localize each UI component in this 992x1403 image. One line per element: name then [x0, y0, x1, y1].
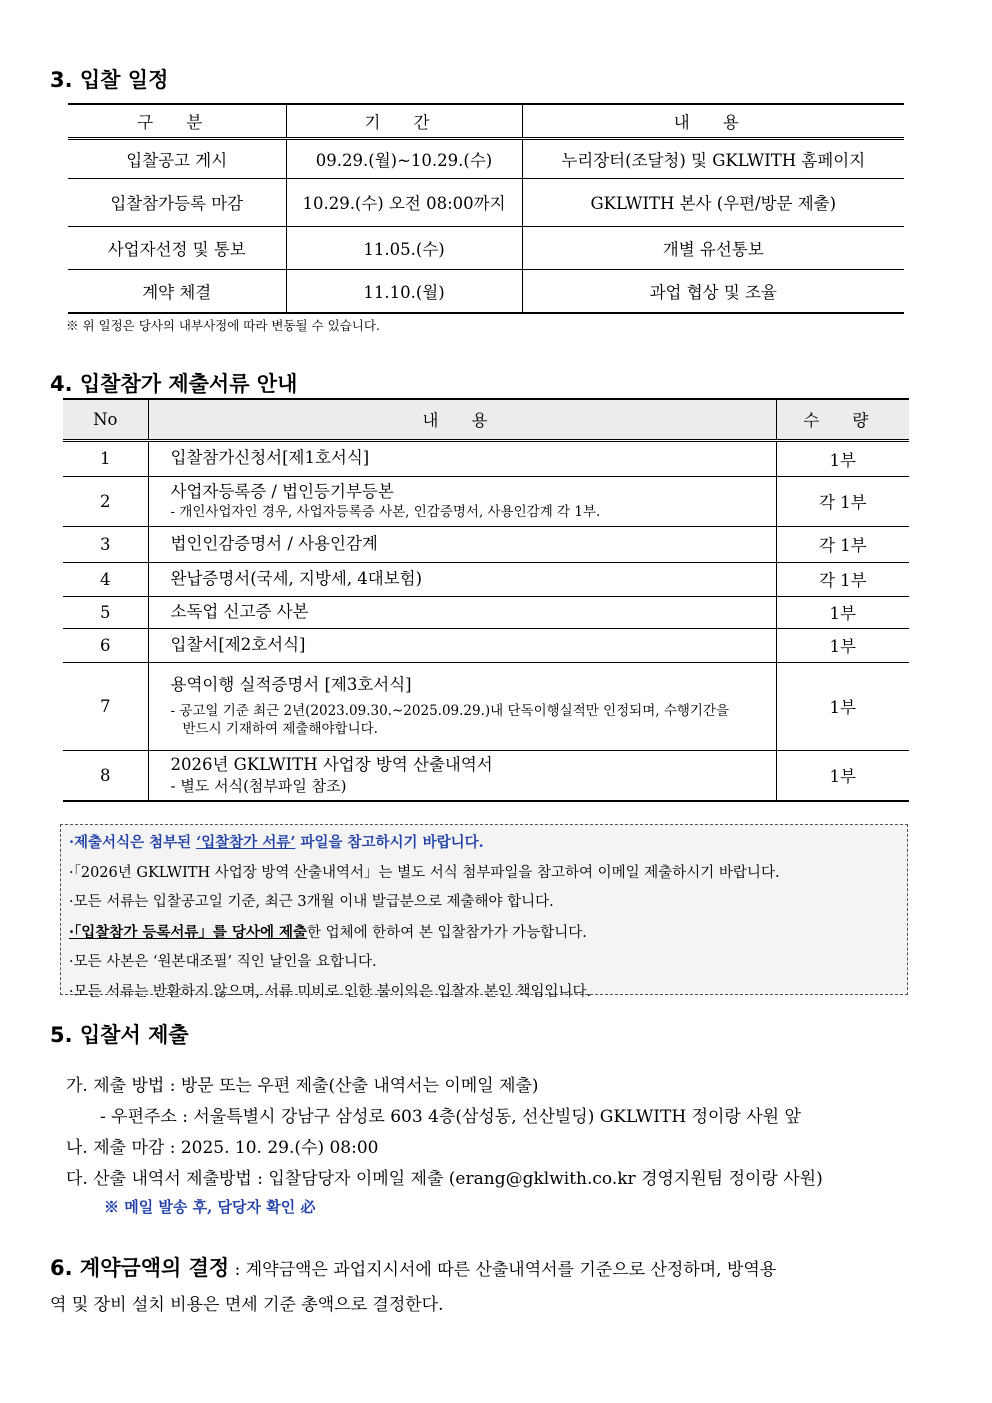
doc-sub: - 개인사업자인 경우, 사업자등록증 사본, 인감증명서, 사용인감계 각 1부.	[170, 504, 601, 521]
doc-qty: 1부	[776, 662, 909, 750]
doc-content	[148, 476, 776, 526]
doc-main: 사업자등록증 / 법인등기부등본	[170, 481, 394, 501]
note-line	[69, 918, 899, 949]
schedule-header-period: 기 간	[286, 104, 522, 138]
note-line: ·모든 사본은 ‘원본대조필’ 직인 날인을 요합니다.	[69, 954, 377, 970]
documents-header-row	[63, 399, 909, 440]
note-line: ·모든 서류는 입찰공고일 기준, 최근 3개월 이내 발급분으로 제출해야 합니다.	[69, 894, 554, 910]
submission-method: 가. 제출 방법 : 방문 또는 우편 제출(산출 내역서는 이메일 제출)	[66, 1076, 539, 1096]
documents-header-no: No	[63, 399, 148, 440]
documents-table	[63, 398, 909, 802]
doc-sub: - 별도 서식(첨부파일 참조)	[170, 777, 347, 796]
doc-sub: - 공고일 기준 최근 2년(2023.09.30.~2025.09.29.)내 단독이행실적만 인정되며, 수행기간을	[170, 702, 730, 719]
section3-heading: 3. 입찰 일정	[50, 68, 169, 92]
submission-deadline: 나. 제출 마감 : 2025. 10. 29.(수) 08:00	[66, 1138, 379, 1158]
estimate-submission-method: 다. 산출 내역서 제출방법 : 입찰담당자 이메일 제출 (erang@gklwith.co.kr 경영지원팀 정이랑 사원)	[66, 1169, 823, 1189]
note-text: ·제출서식은 첨부된	[69, 834, 197, 851]
note-highlight: ·「입찰참가 등록서류」를 당사에 제출	[69, 923, 308, 941]
schedule-header-content: 내 용	[522, 104, 904, 138]
table-row	[63, 750, 909, 801]
doc-content	[148, 750, 776, 801]
schedule-cell: 입찰공고 게시	[68, 138, 286, 178]
doc-no: 3	[63, 526, 148, 562]
documents-header-content: 내 용	[148, 399, 776, 440]
table-row	[63, 662, 909, 750]
schedule-note: ※ 위 일정은 당사의 내부사정에 따라 변동될 수 있습니다.	[66, 318, 380, 333]
section6-text: : 계약금액은 과업지시서에 따른 산출내역서를 기준으로 산정하며, 방역용	[229, 1260, 777, 1280]
schedule-header-category: 구 분	[68, 104, 286, 138]
note-line: ·모든 서류는 반환하지 않으며, 서류 미비로 인한 불이익은 입찰자 본인 책임입니다.	[69, 983, 592, 1000]
doc-sub-continued: 반드시 기재하여 제출해야합니다.	[182, 721, 378, 738]
doc-content	[148, 562, 776, 596]
table-row	[63, 596, 909, 628]
doc-no: 2	[63, 476, 148, 526]
section6-heading: 6. 계약금액의 결정	[50, 1256, 230, 1280]
doc-qty: 1부	[776, 750, 909, 801]
schedule-cell: 누리장터(조달청) 및 GKLWITH 홈페이지	[522, 138, 904, 178]
schedule-cell: 사업자선정 및 통보	[68, 226, 286, 269]
doc-no: 1	[63, 440, 148, 476]
table-row	[63, 526, 909, 562]
doc-qty: 각 1부	[776, 476, 909, 526]
note-line: ·「2026년 GKLWITH 사업장 방역 산출내역서」는 별도 서식 첨부파일을 참고하여 이메일 제출하시기 바랍니다.	[69, 864, 780, 881]
doc-qty: 각 1부	[776, 526, 909, 562]
section4-heading: 4. 입찰참가 제출서류 안내	[50, 372, 298, 396]
postal-address: - 우편주소 : 서울특별시 강남구 삼성로 603 4층(삼성동, 선산빌딩) GKLWITH 정이랑 사원 앞	[100, 1107, 801, 1127]
schedule-cell: 11.05.(수)	[286, 226, 522, 269]
doc-content	[148, 628, 776, 662]
doc-main: 법인인감증명서 / 사용인감계	[170, 533, 378, 553]
doc-main: 입찰서[제2호서식]	[170, 634, 306, 654]
table-row	[68, 269, 904, 313]
doc-qty: 1부	[776, 440, 909, 476]
schedule-cell: 과업 협상 및 조율	[522, 269, 904, 313]
schedule-cell: 11.10.(월)	[286, 269, 522, 313]
note-text: 파일을 참고하시기 바랍니다.	[295, 834, 484, 851]
doc-content	[148, 526, 776, 562]
doc-no: 4	[63, 562, 148, 596]
table-row	[68, 178, 904, 226]
doc-main: 완납증명서(국세, 지방세, 4대보험)	[170, 568, 423, 588]
doc-main: 2026년 GKLWITH 사업장 방역 산출내역서	[170, 754, 493, 774]
note-text: 한 업체에 한하여 본 입찰참가가 가능합니다.	[307, 924, 587, 941]
schedule-header-row	[68, 104, 904, 138]
doc-content	[148, 662, 776, 750]
note-highlight: ‘입찰참가 서류’	[196, 834, 296, 851]
doc-main: 소독업 신고증 사본	[170, 601, 309, 621]
submission-notes-box	[60, 824, 908, 1000]
schedule-cell: 10.29.(수) 오전 08:00까지	[286, 178, 522, 226]
table-row	[63, 562, 909, 596]
table-row	[63, 476, 909, 526]
schedule-table	[68, 103, 904, 314]
doc-qty: 1부	[776, 596, 909, 628]
table-row	[68, 226, 904, 269]
doc-qty: 1부	[776, 628, 909, 662]
section5-heading: 5. 입찰서 제출	[50, 1023, 189, 1047]
section6-paragraph	[50, 1252, 776, 1282]
schedule-cell: 09.29.(월)~10.29.(수)	[286, 138, 522, 178]
doc-no: 6	[63, 628, 148, 662]
section6-text-continued: 역 및 장비 설치 비용은 면세 기준 총액으로 결정한다.	[50, 1295, 444, 1315]
schedule-cell: GKLWITH 본사 (우편/방문 제출)	[522, 178, 904, 226]
schedule-cell: 개별 유선통보	[522, 226, 904, 269]
doc-no: 8	[63, 750, 148, 801]
table-row	[63, 628, 909, 662]
doc-no: 7	[63, 662, 148, 750]
table-row	[63, 440, 909, 476]
doc-main: 입찰참가신청서[제1호서식]	[170, 448, 370, 468]
note-line	[69, 828, 899, 859]
table-row	[68, 138, 904, 178]
doc-main: 용역이행 실적증명서 [제3호서식]	[170, 674, 412, 694]
documents-header-qty: 수 량	[776, 399, 909, 440]
doc-no: 5	[63, 596, 148, 628]
doc-content	[148, 596, 776, 628]
email-confirm-note: ※ 메일 발송 후, 담당자 확인 必	[104, 1198, 316, 1216]
schedule-cell: 입찰참가등록 마감	[68, 178, 286, 226]
doc-content	[148, 440, 776, 476]
doc-qty: 각 1부	[776, 562, 909, 596]
schedule-cell: 계약 체결	[68, 269, 286, 313]
